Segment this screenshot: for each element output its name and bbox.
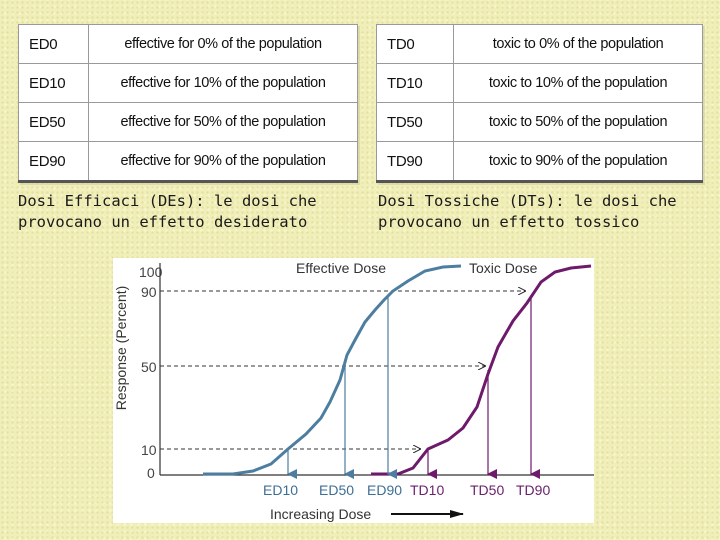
table-cell-description: effective for 10% of the population [89,64,358,103]
table-row [19,103,358,142]
x-marker-label: TD90 [516,482,551,498]
toxic-dose-table [376,24,703,183]
caption-line: Dosi Tossiche (DTs): le dosi che [378,192,677,210]
toxic-dose-curve [371,266,591,474]
table-cell-code: ED50 [19,103,89,142]
y-tick-label: 10 [141,442,157,458]
table-cell-description: effective for 0% of the population [89,25,358,64]
caption-line: provocano un effetto tossico [378,213,640,231]
table-cell-description: toxic to 90% of the population [454,142,703,182]
table-cell-description: effective for 90% of the population [89,142,358,182]
table-cell-description: effective for 50% of the population [89,103,358,142]
x-marker-label: ED50 [319,482,355,498]
toxic-dose-caption [378,191,677,233]
x-axis-label: Increasing Dose [270,506,372,522]
table-cell-code: ED10 [19,64,89,103]
x-marker-label: TD50 [470,482,505,498]
table-row [19,25,358,64]
x-marker-label: TD10 [410,482,445,498]
toxic-dose-label: Toxic Dose [469,260,538,276]
table-cell-code: ED0 [19,25,89,64]
caption-line: Dosi Efficaci (DEs): le dosi che [18,192,317,210]
table-cell-code: TD10 [377,64,454,103]
table-cell-code: TD50 [377,103,454,142]
table-row [377,142,703,182]
dose-response-diagram [113,258,594,523]
table-cell-description: toxic to 0% of the population [454,25,703,64]
y-tick-label: 0 [147,465,155,481]
y-tick-label: 50 [141,359,157,375]
table-row [377,103,703,142]
table-cell-description: toxic to 10% of the population [454,64,703,103]
table-row [19,64,358,103]
table-cell-code: TD90 [377,142,454,182]
table-cell-code: TD0 [377,25,454,64]
effective-dose-caption [18,191,317,233]
y-tick-label: 100 [139,264,163,280]
effective-dose-curve [203,266,461,474]
effective-dose-table [18,24,358,183]
caption-line: provocano un effetto desiderato [18,213,308,231]
table-row [377,25,703,64]
table-cell-description: toxic to 50% of the population [454,103,703,142]
effective-dose-label: Effective Dose [296,260,387,276]
table-row [19,142,358,182]
y-tick-label: 90 [141,284,157,300]
table-cell-code: ED90 [19,142,89,182]
table-row [377,64,703,103]
x-marker-label: ED10 [263,482,299,498]
x-marker-label: ED90 [367,482,403,498]
y-axis-label: Response (Percent) [113,285,129,411]
